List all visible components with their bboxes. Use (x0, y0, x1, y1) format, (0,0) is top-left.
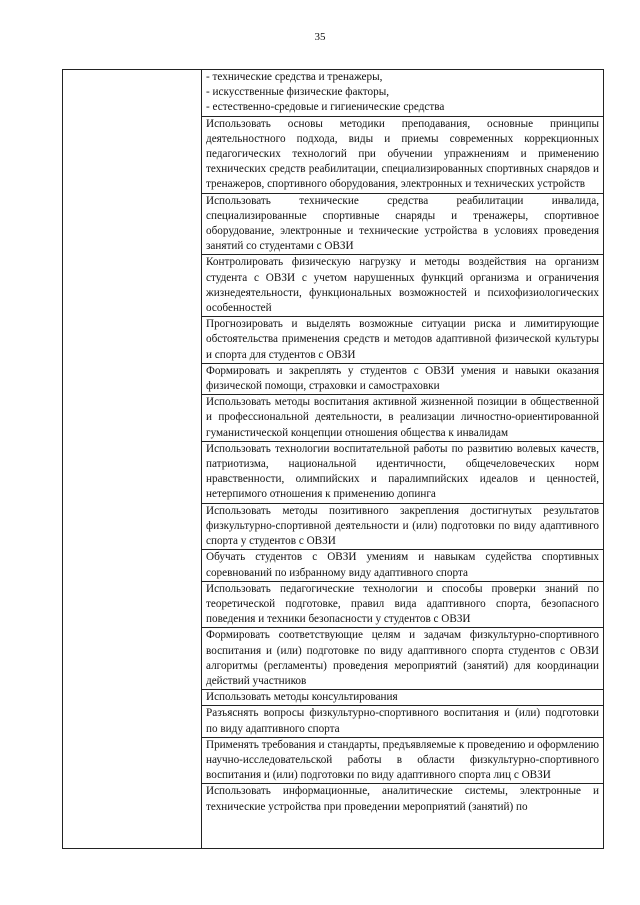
row-text: Использовать методы позитивного закрепления достигнутых результатов физкультурно-спортивной деятельности и (или) подготовки по виду адаптивного спорта у студентов с ОВЗИ (206, 504, 599, 548)
table-row (202, 255, 603, 317)
competency-table (62, 69, 604, 849)
row-text: Использовать технические средства реабилитации инвалида, специализированные спортивные снаряды и тренажеры, спортивное оборудование, электронные и технические устройства в условиях проведения занятий со студентами с ОВЗИ (206, 194, 599, 253)
table-row (202, 442, 603, 504)
page-number: 35 (314, 31, 326, 43)
row-text: Разъяснять вопросы физкультурно-спортивного воспитания и (или) подготовки по виду адаптивного спорта (206, 707, 599, 735)
table-row (202, 706, 603, 737)
table-row (202, 504, 603, 551)
row-text: - естественно-средовые и гигиенические средства (206, 101, 445, 114)
row-text: - технические средства и тренажеры, (206, 71, 383, 83)
table-row (202, 70, 603, 117)
table-row (202, 628, 603, 690)
table-row (202, 117, 603, 194)
table-row (202, 395, 603, 442)
table-row (202, 364, 603, 395)
row-text: - искусственные физические факторы, (206, 86, 390, 99)
row-text: Контролировать физическую нагрузку и методы воздействия на организм студента с ОВЗИ с учетом нарушенных функций организма и ограничения жизнедеятельности, функциональных возможностей и психофизиологических особенностей (206, 256, 599, 315)
table-row (202, 738, 603, 785)
row-text: Использовать методы консультирования (206, 691, 398, 704)
table-row (202, 784, 603, 814)
row-text: Использовать основы методики преподавания, основные принципы деятельностного подхода, виды и приемы современных коррекционных педагогических технологий при обучении упражнениям и применению технических средств реабилитации, специализированных спортивных снарядов и тренажеров, спортивного оборудования, электронных и технических устройств (206, 117, 599, 191)
row-text: Формировать соответствующие целям и задачам физкультурно-спортивного воспитания и (или) подготовке по виду адаптивного спорта студентов с ОВЗИ алгоритмы (регламенты) проведения мероприятий (занятий) для координации действий участников (206, 629, 599, 687)
row-text: Использовать методы воспитания активной жизненной позиции в общественной и профессиональной деятельности, в реализации личностно-ориентированной гуманистической концепции отношения общества к инвалидам (206, 396, 599, 439)
table-row (202, 582, 603, 629)
row-text: Обучать студентов с ОВЗИ умениям и навыкам судейства спортивных соревнований по избранному виду адаптивного спорта (206, 551, 599, 579)
table-row (202, 317, 603, 364)
row-text: Использовать информационные, аналитические системы, электронные и технические устройства при проведении мероприятий (занятий) по (206, 785, 599, 813)
row-text: Использовать технологии воспитательной работы по развитию волевых качеств, патриотизма, национальной идентичности, общечеловеческих норм нравственности, олимпийских и паралимпийских идеалов и ценностей, нетерпимого отношения к применению допинга (206, 442, 599, 501)
skills-column (202, 70, 603, 815)
row-text: Применять требования и стандарты, предъявляемые к проведению и оформлению научно-исследовательской работы в области физкультурно-спортивного воспитания и (или) подготовки по виду адаптивного спорта лиц с ОВЗИ (206, 738, 599, 782)
table-row (202, 194, 603, 256)
table-row (202, 690, 603, 706)
table-row (202, 550, 603, 581)
row-text: Использовать педагогические технологии и способы проверки знаний по теоретической подготовке, правил вида адаптивного спорта, безопасного поведения и техники безопасности у студентов с ОВЗИ (206, 582, 599, 626)
row-text: Формировать и закреплять у студентов с ОВЗИ умения и навыки оказания физической помощи, страховки и самостраховки (206, 364, 599, 393)
row-text: Прогнозировать и выделять возможные ситуации риска и лимитирующие обстоятельства применения средств и методов адаптивной физической культуры и спорта для студентов с ОВЗИ (206, 318, 599, 361)
